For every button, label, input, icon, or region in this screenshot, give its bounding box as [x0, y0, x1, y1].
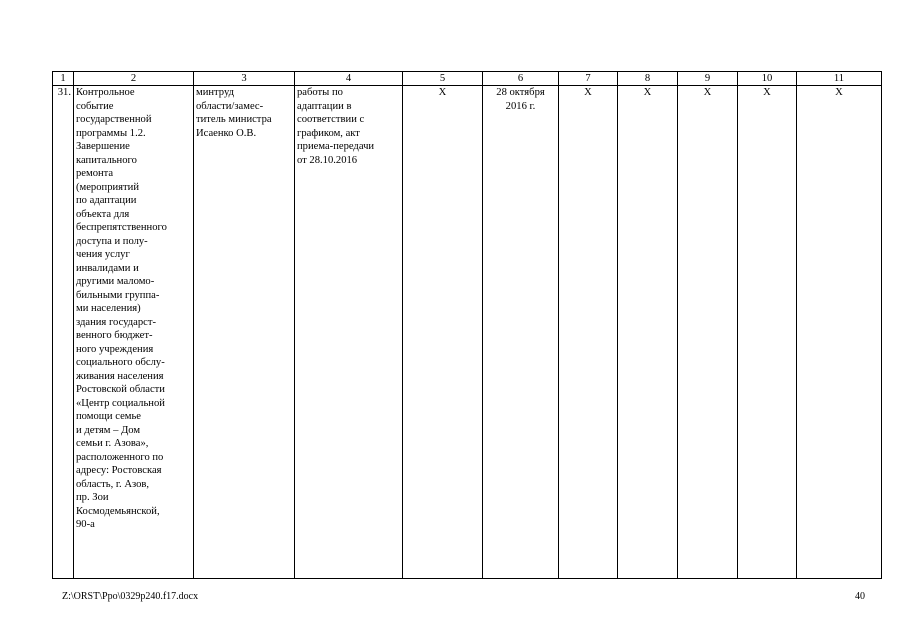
cell-col8: X: [618, 86, 678, 579]
footer-file-path: Z:\ORST\Ppo\0329p240.f17.docx: [62, 591, 199, 602]
column-header-4: 4: [295, 72, 403, 86]
column-header-8: 8: [618, 72, 678, 86]
table-row: [53, 86, 882, 579]
event-description: Контрольное событие государственной программы 1.2. Завершение капитального ремонта (мероприятий по адаптации объекта для беспрепятственного доступа и полу- чения услуг инвалидами и другими маломо- бильными группа- ми населения) здания государст- венного бюджет- ного учреждения социального обслу- живания населения Ростовской области «Центр социальной помощи семье и детям – Дом семьи г. Азова», расположенного по адресу: Ростовская область, г. Азов, пр. Зои Космодемьянской, 90-а: [74, 86, 194, 579]
cell-col10: X: [738, 86, 797, 579]
cell-col9: X: [678, 86, 738, 579]
cell-col11: X: [797, 86, 882, 579]
column-header-10: 10: [738, 72, 797, 86]
column-header-2: 2: [74, 72, 194, 86]
column-header-6: 6: [483, 72, 559, 86]
completion-date: 28 октября 2016 г.: [483, 86, 559, 579]
row-number: 31.: [53, 86, 74, 579]
column-header-7: 7: [559, 72, 618, 86]
column-header-1: 1: [53, 72, 74, 86]
cell-col5: X: [403, 86, 483, 579]
column-header-11: 11: [797, 72, 882, 86]
expected-result: работы по адаптации в соответствии с графиком, акт приема-передачи от 28.10.2016: [295, 86, 403, 579]
column-header-3: 3: [194, 72, 295, 86]
plan-table: [52, 71, 882, 579]
cell-col7: X: [559, 86, 618, 579]
responsible-executor: минтруд области/замес- титель министра Исаенко О.В.: [194, 86, 295, 579]
header-row: [53, 72, 882, 86]
page-number: 40: [855, 591, 865, 602]
column-header-9: 9: [678, 72, 738, 86]
column-header-5: 5: [403, 72, 483, 86]
